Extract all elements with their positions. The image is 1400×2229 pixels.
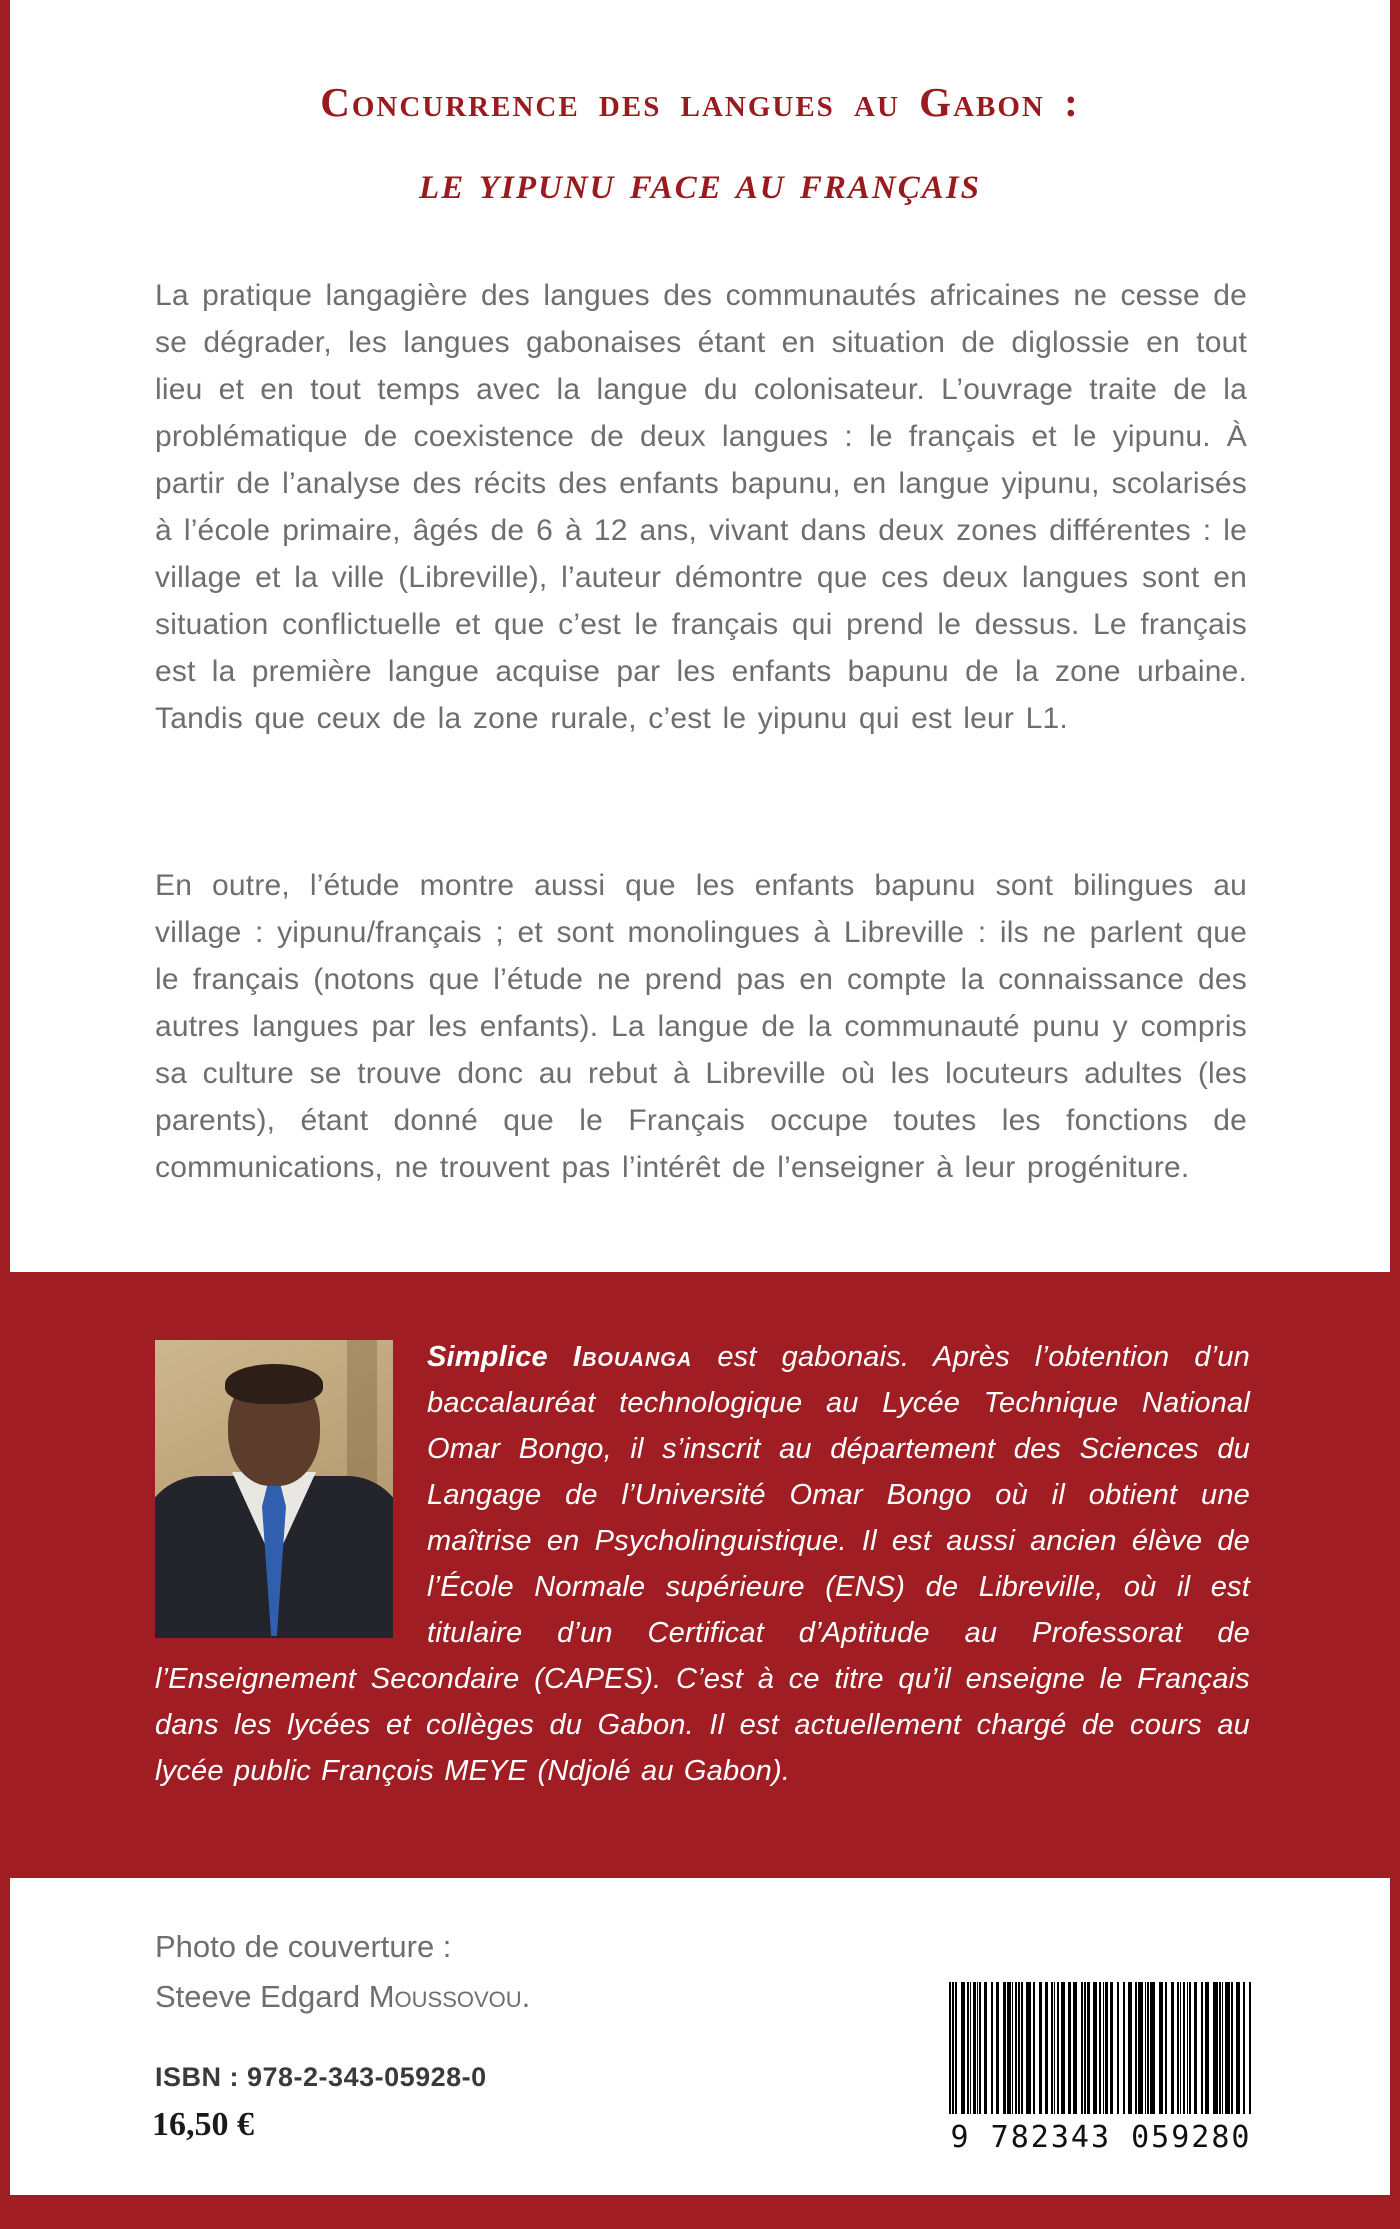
book-subtitle: LE YIPUNU FACE AU FRANÇAIS [419,170,981,206]
credits-photographer-first: Steeve Edgard [155,1979,369,2014]
author-first-name: Simplice [427,1341,573,1373]
author-bio-text: est gabonais. Après l’obtention d’un baccalauréat technologique au Lycée Technique National Omar Bongo, il s’inscrit au département des Sciences du Langage de l’Université Omar Bongo où il obtient une maîtrise en Psycholinguistique. Il est aussi ancien élève de l’École Normale supérieure (ENS) de Libreville, où il est titulaire d’un Certificat d’Aptitude au Professorat de l’Enseignement Secondaire (CAPES). C’est à ce titre qu’il enseigne le Français dans les lycées et collèges du Gabon. Il est actuellement chargé de cours au lycée public François MEYE (Ndjolé au Gabon). [155,1341,1250,1787]
page-border-right [1390,0,1400,2229]
price-text: 16,50 € [152,2106,254,2143]
barcode [935,1972,1267,2170]
author-last-name: Ibouanga [572,1341,693,1373]
author-band [0,1272,1400,1878]
synopsis-paragraph-1: La pratique langagière des langues des communautés africaines ne cesse de se dégrader, les langues gabonaises étant en situation de diglossie en tout lieu et en tout temps avec la langue du colonisateur. L’ouvrage traite de la problématique de coexistence de deux langues : le français et le yipunu. À partir de l’analyse des récits des enfants bapunu, en langue yipunu, scolarisés à l’école primaire, âgés de 6 à 12 ans, vivant dans deux zones différentes : le village et la ville (Libreville), l’auteur démontre que ces deux langues sont en situation conflictuelle et que c’est le français qui prend le dessus. Le français est la première langue acquise par les enfants bapunu de la zone urbaine. Tandis que ceux de la zone rurale, c’est le yipunu qui est leur L1. [155,279,1247,735]
credits-line-2 [155,1972,530,2022]
cover-photo-credits [155,1922,530,2022]
photo-head [228,1370,320,1486]
page-border-left [0,0,10,2229]
author-photo [155,1340,393,1638]
barcode-bars [949,1982,1253,2114]
credits-photographer-last: Moussovou. [368,1979,531,2014]
credits-line-1: Photo de couverture : [155,1929,452,1964]
barcode-number: 9 782343 059280 [950,2120,1252,2155]
page-border-bottom [0,2195,1400,2229]
synopsis-paragraph-2: En outre, l’étude montre aussi que les enfants bapunu sont bilingues au village : yipunu/français ; et sont monolingues à Libreville : ils ne parlent que le français (notons que l’étude ne prend pas en compte la connaissance des autres langues par les enfants). La langue de la communauté punu y compris sa culture se trouve donc au rebut à Libreville où les locuteurs adultes (les parents), étant donné que le Français occupe toutes les fonctions de communications, ne trouvent pas l’intérêt de l’enseigner à leur progéniture. [155,869,1247,1184]
book-title: Concurrence des langues au Gabon : [320,79,1080,125]
isbn-text: ISBN : 978-2-343-05928-0 [155,2062,487,2092]
